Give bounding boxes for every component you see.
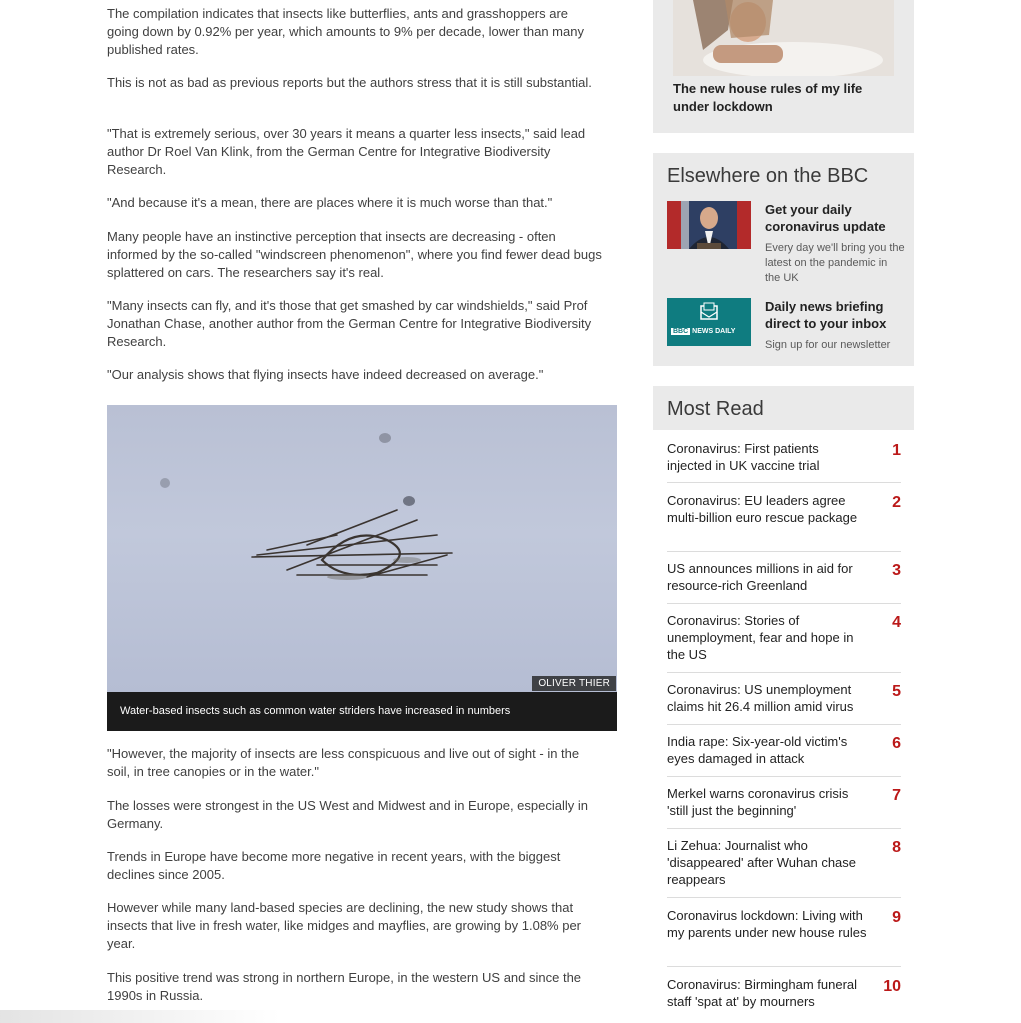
elsewhere-item-description: Sign up for our newsletter: [765, 339, 891, 351]
promo-title[interactable]: The new house rules of my life under lockdown: [673, 81, 863, 114]
most-read-rank: 9: [892, 909, 901, 926]
most-read-title[interactable]: Coronavirus: Birmingham funeral staff 'spat at' by mourners: [667, 977, 858, 1009]
article-paragraph: "And because it's a mean, there are places where it is much worse than that.": [107, 195, 553, 210]
elsewhere-item-title[interactable]: Daily news briefing direct to your inbox: [765, 299, 887, 331]
bottom-shadow: [0, 1010, 280, 1023]
most-read-title[interactable]: Coronavirus: US unemployment claims hit 26.4 million amid virus: [667, 682, 854, 714]
most-read-item[interactable]: [667, 673, 901, 725]
water-strider-photo: [107, 405, 617, 692]
most-read-item[interactable]: [667, 898, 901, 967]
elsewhere-item-description: Every day we'll bring you the latest on the pandemic in the UK: [765, 242, 905, 284]
article-paragraph: "Our analysis shows that flying insects have indeed decreased on average.": [107, 367, 544, 382]
article-paragraph: The compilation indicates that insects like butterflies, ants and grasshoppers are going down by 0.92% per year, which amounts to 9% per decade, lower than many published rates.: [107, 6, 584, 57]
elsewhere-heading: Elsewhere on the BBC: [667, 165, 869, 187]
most-read-title[interactable]: Merkel warns coronavirus crisis 'still just the beginning': [667, 786, 849, 818]
article-paragraph: "Many insects can fly, and it's those that get smashed by car windshields," said Prof Jonathan Chase, another author from the German Centre for Integrative Biodiversity Research.: [107, 298, 592, 349]
bbc-logo: BBC: [673, 328, 689, 335]
elsewhere-item-title[interactable]: Get your daily coronavirus update: [765, 202, 886, 234]
most-read-rank: 2: [892, 494, 901, 511]
most-read-item[interactable]: [667, 777, 901, 829]
article-paragraph: However while many land-based species are declining, the new study shows that insects that live in fresh water, like midges and mayflies, are growing by 1.08% per year.: [107, 900, 582, 951]
most-read-title[interactable]: Coronavirus lockdown: Living with my parents under new house rules: [667, 908, 867, 940]
article-paragraph: "However, the majority of insects are less conspicuous and live out of sight - in the soil, in tree canopies or in the water.": [107, 746, 580, 779]
promo-card[interactable]: [653, 0, 914, 133]
most-read-item[interactable]: [667, 552, 901, 604]
article-paragraph: Trends in Europe have become more negative in recent years, with the biggest declines since 2005.: [107, 849, 561, 882]
most-read-title[interactable]: US announces millions in aid for resource-rich Greenland: [667, 561, 853, 593]
most-read-rank: 8: [892, 839, 901, 856]
most-read-title[interactable]: Li Zehua: Journalist who 'disappeared' after Wuhan chase reappears: [667, 838, 857, 887]
water-strider-image: [107, 405, 617, 692]
most-read-rank: 10: [883, 978, 901, 995]
news-daily-label: NEWS DAILY: [692, 328, 736, 335]
newsletter-envelope-icon: [667, 298, 751, 346]
most-read-heading: Most Read: [667, 398, 764, 420]
news-daily-logo: [671, 328, 735, 335]
article-paragraph: This positive trend was strong in northern Europe, in the western US and since the 1990s in Russia.: [107, 970, 582, 1003]
most-read-title[interactable]: Coronavirus: EU leaders agree multi-billion euro rescue package: [667, 493, 858, 525]
most-read-rank: 5: [892, 683, 901, 700]
most-read-header: [653, 386, 914, 430]
photo-credit: OLIVER THIER: [532, 676, 616, 691]
article-paragraph: "That is extremely serious, over 30 years it means a quarter less insects," said lead author Dr Roel Van Klink, from the German Centre for Integrative Biodiversity Research.: [107, 126, 586, 177]
article-paragraph: Many people have an instinctive perception that insects are decreasing - often informed by the so-called "windscreen phenomenon", where you find fewer dead bugs splattered on cars. The researchers say it's real.: [107, 229, 602, 280]
most-read-title[interactable]: Coronavirus: First patients injected in UK vaccine trial: [667, 441, 820, 473]
most-read-title[interactable]: India rape: Six-year-old victim's eyes damaged in attack: [667, 734, 848, 766]
article-paragraph: This is not as bad as previous reports but the authors stress that it is still substantial.: [107, 75, 592, 90]
article-paragraph: The losses were strongest in the US West and Midwest and in Europe, especially in Germany.: [107, 798, 588, 831]
elsewhere-on-bbc-panel: [653, 153, 914, 366]
most-read-rank: 7: [892, 787, 901, 804]
most-read-item[interactable]: [667, 483, 901, 552]
woman-lying-image: [673, 0, 894, 76]
photo-caption: Water-based insects such as common water striders have increased in numbers: [107, 692, 617, 731]
most-read-rank: 6: [892, 735, 901, 752]
minister-photo: [667, 201, 751, 249]
most-read-item[interactable]: [667, 725, 901, 777]
coronavirus-update-thumbnail[interactable]: [667, 201, 751, 249]
most-read-rank: 4: [892, 614, 901, 631]
news-daily-thumbnail[interactable]: [667, 298, 751, 346]
most-read-item[interactable]: [667, 430, 901, 483]
most-read-item[interactable]: [667, 967, 901, 1023]
most-read-rank: 3: [892, 562, 901, 579]
promo-image[interactable]: [673, 0, 894, 76]
most-read-title[interactable]: Coronavirus: Stories of unemployment, fear and hope in the US: [667, 613, 854, 662]
most-read-item[interactable]: [667, 829, 901, 898]
article-figure: [107, 405, 617, 731]
most-read-rank: 1: [892, 442, 901, 459]
most-read-item[interactable]: [667, 604, 901, 673]
